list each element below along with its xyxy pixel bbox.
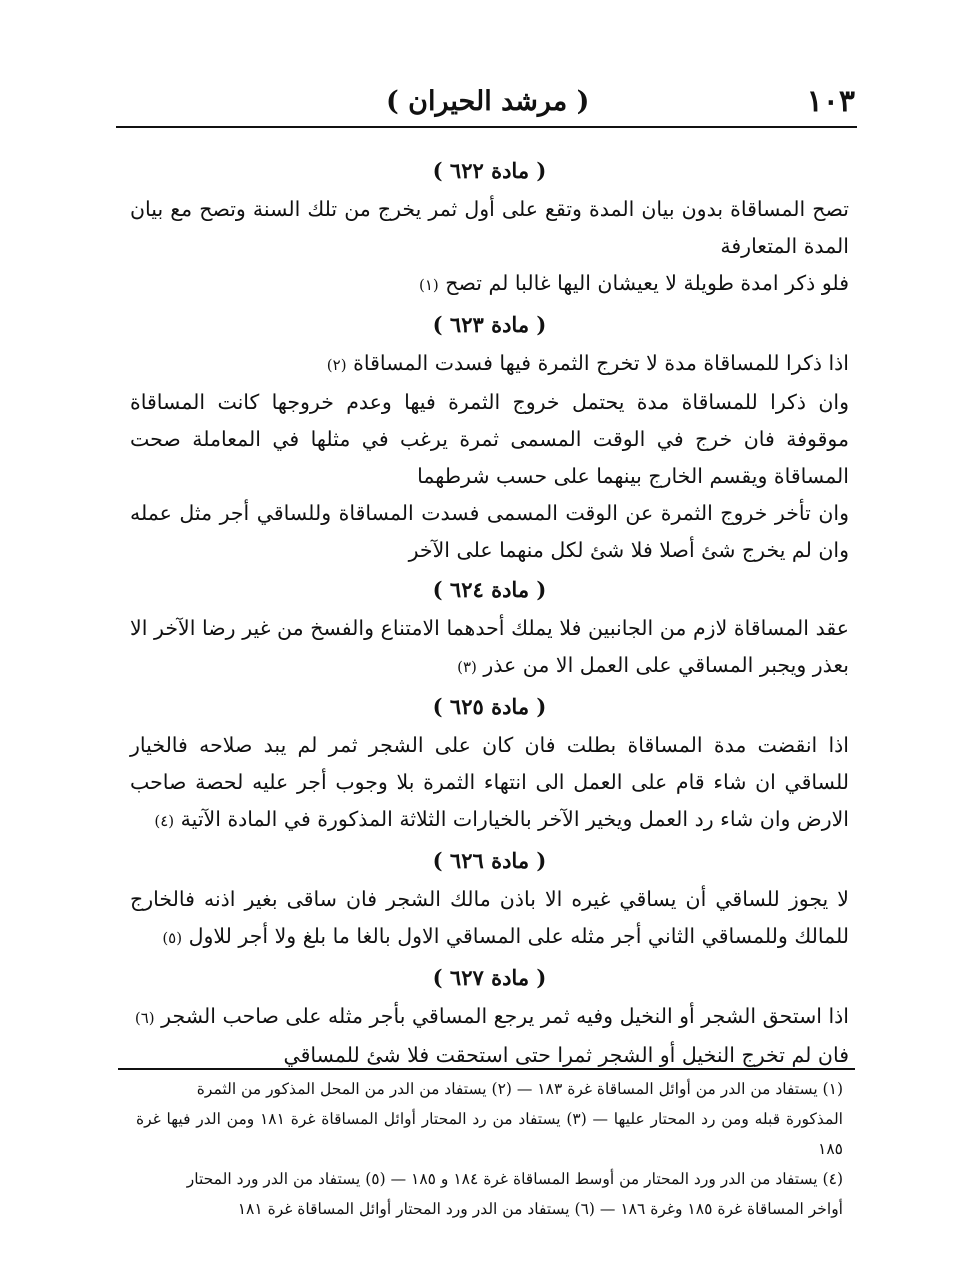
paragraph-text: فان لم تخرج النخيل أو الشجر ثمرا حتى استحقت فلا شئ للمساقي bbox=[283, 1043, 849, 1067]
footnote-line: (١) يستفاد من الدر من أوائل المساقاة غرة ١٨٣ — (٢) يستفاد من الدر من المحل المذكور من الثمرة bbox=[196, 1080, 843, 1098]
footnote-line: أواخر المساقاة غرة ١٨٥ وغرة ١٨٦ — (٦) يستفاد من الدر ورد المحتار أوائل المساقاة غرة ١٨١ bbox=[237, 1200, 843, 1218]
article-626 bbox=[130, 842, 849, 957]
footnote-marker: (١) bbox=[418, 276, 439, 294]
article-paragraph bbox=[130, 191, 849, 265]
article-625 bbox=[130, 688, 849, 840]
footnote-marker: (٣) bbox=[457, 658, 477, 676]
paragraph-text: اذا استحق الشجر أو النخيل وفيه ثمر يرجع المساقي بأجر مثله على صاحب الشجر bbox=[161, 1004, 849, 1028]
article-heading: ( مادة ٦٢٦ ) bbox=[432, 848, 547, 873]
footnote-marker: (٤) bbox=[154, 812, 175, 830]
paragraph-text: وان ذكرا للمساقاة مدة يحتمل خروج الثمرة فيها وعدم خروجها كانت المساقاة موقوفة فان خرج في الوقت المسمى ثمرة يرغب في مثلها في المعاملة صحت المساقاة ويقسم الخارج بينهما على حسب شرطهما bbox=[130, 390, 849, 488]
article-paragraph bbox=[130, 345, 849, 384]
footnote-line: (٤) يستفاد من الدر ورد المحتار من أوسط المساقاة غرة ١٨٤ و ١٨٥ — (٥) يستفاد من الدر ورد المحتار bbox=[186, 1170, 843, 1188]
footnote-divider bbox=[118, 1068, 855, 1070]
paragraph-text: اذا ذكرا للمساقاة مدة لا تخرج الثمرة فيها فسدت المساقاة bbox=[353, 351, 849, 375]
footnote-marker: (٥) bbox=[162, 929, 183, 947]
footnotes bbox=[136, 1074, 843, 1224]
paragraph-text: عقد المساقاة لازم من الجانبين فلا يملك أحدهما الامتناع والفسخ من غير رضا الآخر الا بعذر ويجبر المساقي على العمل الا من عذر bbox=[130, 616, 849, 677]
header-divider bbox=[116, 126, 857, 128]
article-623 bbox=[130, 306, 849, 569]
article-paragraph bbox=[130, 881, 849, 957]
paragraph-text: تصح المساقاة بدون بيان المدة وتقع على أول ثمر يخرج من تلك السنة وتصح مع بيان المدة المتعارفة bbox=[130, 197, 849, 258]
article-heading: ( مادة ٦٢٧ ) bbox=[432, 965, 547, 990]
article-heading: ( مادة ٦٢٢ ) bbox=[432, 158, 547, 183]
paragraph-text: وان تأخر خروج الثمرة عن الوقت المسمى فسدت المساقاة وللساقي أجر مثل عمله وان لم يخرج شئ أصلا فلا شئ لكل منهما على الآخر bbox=[130, 501, 849, 562]
article-627 bbox=[130, 959, 849, 1074]
article-622 bbox=[130, 152, 849, 304]
article-624 bbox=[130, 571, 849, 686]
running-title: ( مرشد الحيران ) bbox=[386, 86, 590, 117]
article-paragraph bbox=[130, 495, 849, 569]
paragraph-text: لا يجوز للساقي أن يساقي غيره الا باذن مالك الشجر فان ساقى بغير اذنه فالخارج للمالك وللمساقي الثاني أجر مثله على المساقي الاول بالغا ما بلغ ولا أجر للاول bbox=[130, 887, 849, 948]
page-body bbox=[130, 150, 849, 1074]
paragraph-text: اذا انقضت مدة المساقاة بطلت فان كان على الشجر ثمر لم يبد صلاحه فالخيار للساقي ان شاء قام على العمل الى انتهاء الثمرة بلا وجوب أجر عليه لحصة صاحب الارض وان شاء رد العمل ويخير الآخر بالخيارات الثلاثة المذكورة في المادة الآتية bbox=[130, 733, 849, 831]
article-paragraph bbox=[130, 610, 849, 686]
page-number: ١٠٣ bbox=[806, 84, 855, 119]
article-heading: ( مادة ٦٢٣ ) bbox=[432, 312, 547, 337]
footnote-line: المذكورة قبله ومن رد المحتار عليها — (٣) يستفاد من رد المحتار أوائل المساقاة غرة ١٨١ ومن الدر فيها غرة ١٨٥ bbox=[136, 1110, 843, 1158]
page-header bbox=[118, 78, 855, 126]
footnote-marker: (٢) bbox=[326, 356, 347, 374]
article-paragraph bbox=[130, 727, 849, 840]
article-paragraph bbox=[130, 384, 849, 495]
article-heading: ( مادة ٦٢٤ ) bbox=[432, 577, 547, 602]
article-paragraph bbox=[130, 998, 849, 1037]
paragraph-text: فلو ذكر امدة طويلة لا يعيشان اليها غالبا لم تصح bbox=[445, 271, 849, 295]
article-heading: ( مادة ٦٢٥ ) bbox=[432, 694, 547, 719]
footnote-marker: (٦) bbox=[134, 1009, 155, 1027]
article-paragraph bbox=[130, 265, 849, 304]
